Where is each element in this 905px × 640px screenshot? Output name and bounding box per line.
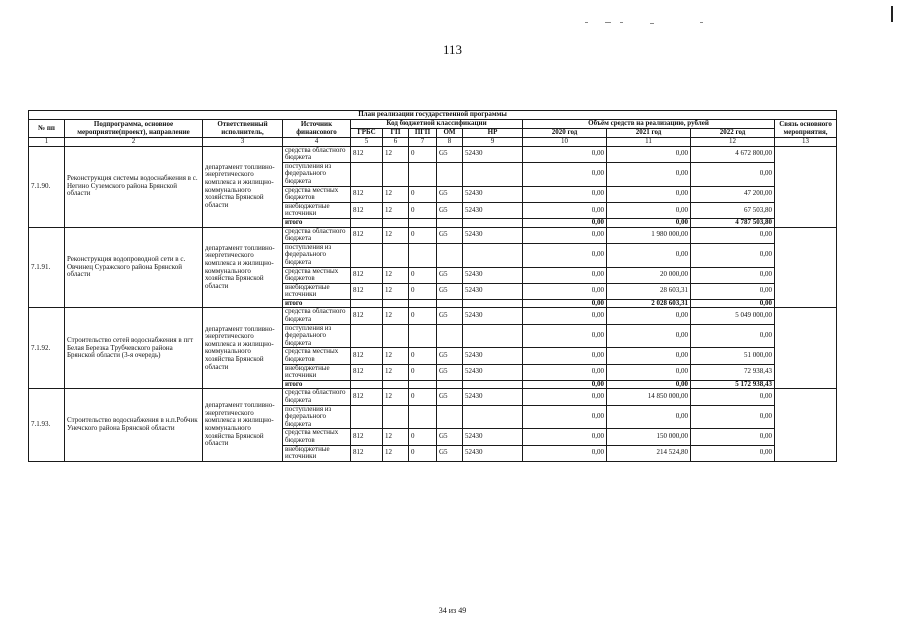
scan-artifact — [620, 22, 623, 23]
funding-source: внебюджетные источники — [283, 202, 351, 218]
amount-2021: 0,00 — [607, 186, 691, 202]
code-pgp: 0 — [409, 348, 437, 364]
amount-2022: 67 503,80 — [691, 202, 775, 218]
code-nr — [463, 380, 523, 389]
code-pgp: 0 — [409, 389, 437, 405]
code-nr: 52430 — [463, 186, 523, 202]
code-pgp: 0 — [409, 445, 437, 461]
amount-2021: 0,00 — [607, 162, 691, 186]
scan-artifact — [650, 23, 654, 24]
amount-2020: 0,00 — [523, 364, 607, 380]
code-pgp: 0 — [409, 227, 437, 243]
code-gp — [383, 299, 409, 308]
funding-source: поступления из федерального бюджета — [283, 324, 351, 348]
code-om: G5 — [437, 186, 463, 202]
code-nr — [463, 162, 523, 186]
code-gp: 12 — [383, 308, 409, 324]
code-gp: 12 — [383, 186, 409, 202]
code-grbs — [351, 380, 383, 389]
code-gp: 12 — [383, 389, 409, 405]
code-gp — [383, 405, 409, 429]
column-number: 7 — [409, 138, 437, 147]
header-code-gp: ГП — [383, 129, 409, 138]
code-om: G5 — [437, 445, 463, 461]
amount-2022: 0,00 — [691, 283, 775, 299]
column-number: 10 — [523, 138, 607, 147]
code-gp — [383, 162, 409, 186]
code-om: G5 — [437, 283, 463, 299]
total-label: итого — [283, 380, 351, 389]
code-nr: 52430 — [463, 429, 523, 445]
column-number: 3 — [203, 138, 283, 147]
funding-source: поступления из федерального бюджета — [283, 405, 351, 429]
header-source: Источник финансового — [283, 120, 351, 138]
column-number: 4 — [283, 138, 351, 147]
code-grbs: 812 — [351, 267, 383, 283]
header-link: Связь основного мероприятия, — [775, 120, 837, 138]
code-gp: 12 — [383, 146, 409, 162]
code-grbs: 812 — [351, 429, 383, 445]
funding-source: средства областного бюджета — [283, 308, 351, 324]
code-om — [437, 299, 463, 308]
funding-source: средства областного бюджета — [283, 389, 351, 405]
header-name: Подпрограмма, основное мероприятие(проект), направление — [65, 120, 203, 138]
code-grbs: 812 — [351, 308, 383, 324]
table-row — [29, 389, 837, 405]
code-om — [437, 324, 463, 348]
amount-2020: 0,00 — [523, 445, 607, 461]
code-pgp: 0 — [409, 186, 437, 202]
code-gp: 12 — [383, 429, 409, 445]
code-om: G5 — [437, 308, 463, 324]
funding-source: средства местных бюджетов — [283, 267, 351, 283]
amount-2021: 0,00 — [607, 308, 691, 324]
funding-source: внебюджетные источники — [283, 445, 351, 461]
header-code-grbs: ГРБС — [351, 129, 383, 138]
amount-2022: 0,00 — [691, 243, 775, 267]
header-num: № пп — [29, 120, 65, 138]
table-body — [29, 146, 837, 461]
total-2021: 0,00 — [607, 380, 691, 389]
code-gp: 12 — [383, 267, 409, 283]
code-gp: 12 — [383, 364, 409, 380]
table-row — [29, 146, 837, 162]
code-nr: 52430 — [463, 267, 523, 283]
code-gp — [383, 243, 409, 267]
code-pgp — [409, 218, 437, 227]
amount-2021: 20 000,00 — [607, 267, 691, 283]
measure-name: Реконструкция системы водоснабжения в с. Негино Суземского района Брянской области — [65, 146, 203, 227]
code-grbs — [351, 218, 383, 227]
funding-source: поступления из федерального бюджета — [283, 243, 351, 267]
code-om: G5 — [437, 389, 463, 405]
measure-name: Реконструкция водопроводной сети в с. Овчинец Суражского района Брянской области — [65, 227, 203, 308]
amount-2022: 0,00 — [691, 267, 775, 283]
code-grbs: 812 — [351, 202, 383, 218]
code-grbs — [351, 324, 383, 348]
code-om: G5 — [437, 348, 463, 364]
table-row — [29, 227, 837, 243]
amount-2021: 0,00 — [607, 405, 691, 429]
funding-source: средства областного бюджета — [283, 227, 351, 243]
funding-source: средства местных бюджетов — [283, 429, 351, 445]
funding-source: средства местных бюджетов — [283, 348, 351, 364]
total-2022: 0,00 — [691, 299, 775, 308]
code-om — [437, 218, 463, 227]
code-grbs: 812 — [351, 146, 383, 162]
measure-number: 7.1.93. — [29, 389, 65, 461]
measure-number: 7.1.92. — [29, 308, 65, 389]
code-pgp: 0 — [409, 429, 437, 445]
amount-2020: 0,00 — [523, 202, 607, 218]
code-gp: 12 — [383, 445, 409, 461]
code-grbs — [351, 162, 383, 186]
code-pgp: 0 — [409, 308, 437, 324]
total-label: итого — [283, 218, 351, 227]
code-nr: 52430 — [463, 445, 523, 461]
funding-source: средства местных бюджетов — [283, 186, 351, 202]
header-year-2022: 2022 год — [691, 129, 775, 138]
column-number: 2 — [65, 138, 203, 147]
amount-2022: 0,00 — [691, 162, 775, 186]
amount-2022: 0,00 — [691, 227, 775, 243]
column-number: 6 — [383, 138, 409, 147]
responsible-executor: департамент топливно-энергетического комплекса и жилищно-коммунального хозяйства Брянской области — [203, 308, 283, 389]
amount-2020: 0,00 — [523, 267, 607, 283]
funding-source: внебюджетные источники — [283, 283, 351, 299]
column-number: 12 — [691, 138, 775, 147]
code-nr: 52430 — [463, 389, 523, 405]
code-grbs: 812 — [351, 348, 383, 364]
measure-number: 7.1.91. — [29, 227, 65, 308]
code-nr — [463, 243, 523, 267]
code-gp: 12 — [383, 348, 409, 364]
measure-name: Строительство сетей водоснабжения в пгт Белая Березка Трубчевского района Брянской области (3-я очередь) — [65, 308, 203, 389]
code-om — [437, 380, 463, 389]
column-number: 9 — [463, 138, 523, 147]
header-codes-group: Код бюджетной классификации — [351, 120, 523, 129]
amount-2022: 0,00 — [691, 429, 775, 445]
amount-2020: 0,00 — [523, 227, 607, 243]
code-om — [437, 243, 463, 267]
header-year-2020: 2020 год — [523, 129, 607, 138]
total-2022: 5 172 938,43 — [691, 380, 775, 389]
code-nr: 52430 — [463, 348, 523, 364]
code-nr — [463, 299, 523, 308]
amount-2022: 5 049 000,00 — [691, 308, 775, 324]
code-pgp: 0 — [409, 267, 437, 283]
code-om: G5 — [437, 267, 463, 283]
code-gp: 12 — [383, 283, 409, 299]
amount-2021: 0,00 — [607, 243, 691, 267]
scan-artifact — [605, 22, 611, 23]
amount-2021: 1 980 000,00 — [607, 227, 691, 243]
scan-artifact — [585, 22, 588, 23]
amount-2022: 0,00 — [691, 324, 775, 348]
page-footer: 34 из 49 — [438, 606, 467, 615]
code-pgp — [409, 380, 437, 389]
code-om: G5 — [437, 364, 463, 380]
code-pgp — [409, 162, 437, 186]
total-label: итого — [283, 299, 351, 308]
code-pgp — [409, 299, 437, 308]
scan-artifact — [700, 22, 703, 23]
code-grbs: 812 — [351, 186, 383, 202]
code-pgp: 0 — [409, 283, 437, 299]
amount-2022: 72 938,43 — [691, 364, 775, 380]
amount-2021: 0,00 — [607, 364, 691, 380]
amount-2020: 0,00 — [523, 405, 607, 429]
amount-2022: 0,00 — [691, 445, 775, 461]
amount-2020: 0,00 — [523, 243, 607, 267]
column-number: 8 — [437, 138, 463, 147]
table-title: План реализации государственной программы — [29, 111, 837, 120]
code-om: G5 — [437, 202, 463, 218]
code-grbs: 812 — [351, 445, 383, 461]
funding-source: средства областного бюджета — [283, 146, 351, 162]
code-gp: 12 — [383, 227, 409, 243]
amount-2022: 47 200,00 — [691, 186, 775, 202]
measure-number: 7.1.90. — [29, 146, 65, 227]
amount-2020: 0,00 — [523, 146, 607, 162]
code-om — [437, 405, 463, 429]
code-gp — [383, 324, 409, 348]
amount-2022: 0,00 — [691, 389, 775, 405]
header-funds-group: Объём средств на реализацию, рублей — [523, 120, 775, 129]
amount-2022: 0,00 — [691, 405, 775, 429]
code-nr: 52430 — [463, 308, 523, 324]
responsible-executor: департамент топливно-энергетического комплекса и жилищно-коммунального хозяйства Брянской области — [203, 389, 283, 461]
code-pgp — [409, 324, 437, 348]
code-om: G5 — [437, 227, 463, 243]
amount-2021: 150 000,00 — [607, 429, 691, 445]
code-grbs: 812 — [351, 389, 383, 405]
column-number: 11 — [607, 138, 691, 147]
amount-2022: 51 000,00 — [691, 348, 775, 364]
column-number: 13 — [775, 138, 837, 147]
program-plan-table — [28, 110, 837, 462]
responsible-executor: департамент топливно-энергетического комплекса и жилищно-коммунального хозяйства Брянской области — [203, 146, 283, 227]
amount-2020: 0,00 — [523, 348, 607, 364]
funding-source: внебюджетные источники — [283, 364, 351, 380]
code-gp — [383, 380, 409, 389]
amount-2020: 0,00 — [523, 389, 607, 405]
amount-2021: 214 524,80 — [607, 445, 691, 461]
total-2022: 4 787 503,80 — [691, 218, 775, 227]
total-2021: 2 028 603,31 — [607, 299, 691, 308]
page-number: 113 — [442, 42, 463, 57]
measure-link — [775, 308, 837, 389]
total-2021: 0,00 — [607, 218, 691, 227]
measure-link — [775, 146, 837, 227]
total-2020: 0,00 — [523, 299, 607, 308]
code-nr: 52430 — [463, 202, 523, 218]
table-row — [29, 308, 837, 324]
amount-2020: 0,00 — [523, 186, 607, 202]
code-nr — [463, 405, 523, 429]
code-pgp — [409, 405, 437, 429]
measure-link — [775, 389, 837, 461]
amount-2021: 0,00 — [607, 202, 691, 218]
code-gp: 12 — [383, 202, 409, 218]
code-pgp — [409, 243, 437, 267]
amount-2021: 0,00 — [607, 324, 691, 348]
column-numbers-row — [29, 138, 837, 147]
code-nr: 52430 — [463, 227, 523, 243]
amount-2020: 0,00 — [523, 324, 607, 348]
code-nr: 52430 — [463, 364, 523, 380]
code-grbs — [351, 243, 383, 267]
amount-2021: 14 850 000,00 — [607, 389, 691, 405]
column-number: 5 — [351, 138, 383, 147]
amount-2022: 4 672 800,00 — [691, 146, 775, 162]
total-2020: 0,00 — [523, 380, 607, 389]
code-pgp: 0 — [409, 202, 437, 218]
total-2020: 0,00 — [523, 218, 607, 227]
responsible-executor: департамент топливно-энергетического комплекса и жилищно-коммунального хозяйства Брянской области — [203, 227, 283, 308]
amount-2021: 0,00 — [607, 146, 691, 162]
funding-source: поступления из федерального бюджета — [283, 162, 351, 186]
amount-2020: 0,00 — [523, 162, 607, 186]
code-grbs — [351, 299, 383, 308]
header-responsible: Ответственный исполнитель, — [203, 120, 283, 138]
header-code-om: ОМ — [437, 129, 463, 138]
code-nr: 52430 — [463, 283, 523, 299]
code-grbs — [351, 405, 383, 429]
code-pgp: 0 — [409, 146, 437, 162]
code-gp — [383, 218, 409, 227]
code-grbs: 812 — [351, 283, 383, 299]
code-grbs: 812 — [351, 364, 383, 380]
header-code-pgp: ПГП — [409, 129, 437, 138]
measure-name: Строительство водоснабжения в н.п.Робчик Унечского района Брянской области — [65, 389, 203, 461]
code-om — [437, 162, 463, 186]
header-year-2021: 2021 год — [607, 129, 691, 138]
amount-2021: 28 603,31 — [607, 283, 691, 299]
code-grbs: 812 — [351, 227, 383, 243]
code-pgp: 0 — [409, 364, 437, 380]
code-nr — [463, 218, 523, 227]
code-nr: 52430 — [463, 146, 523, 162]
code-om: G5 — [437, 429, 463, 445]
amount-2020: 0,00 — [523, 283, 607, 299]
code-nr — [463, 324, 523, 348]
amount-2020: 0,00 — [523, 429, 607, 445]
measure-link — [775, 227, 837, 308]
amount-2021: 0,00 — [607, 348, 691, 364]
header-code-nr: НР — [463, 129, 523, 138]
amount-2020: 0,00 — [523, 308, 607, 324]
scan-edge-mark — [891, 6, 893, 22]
code-om: G5 — [437, 146, 463, 162]
column-number: 1 — [29, 138, 65, 147]
